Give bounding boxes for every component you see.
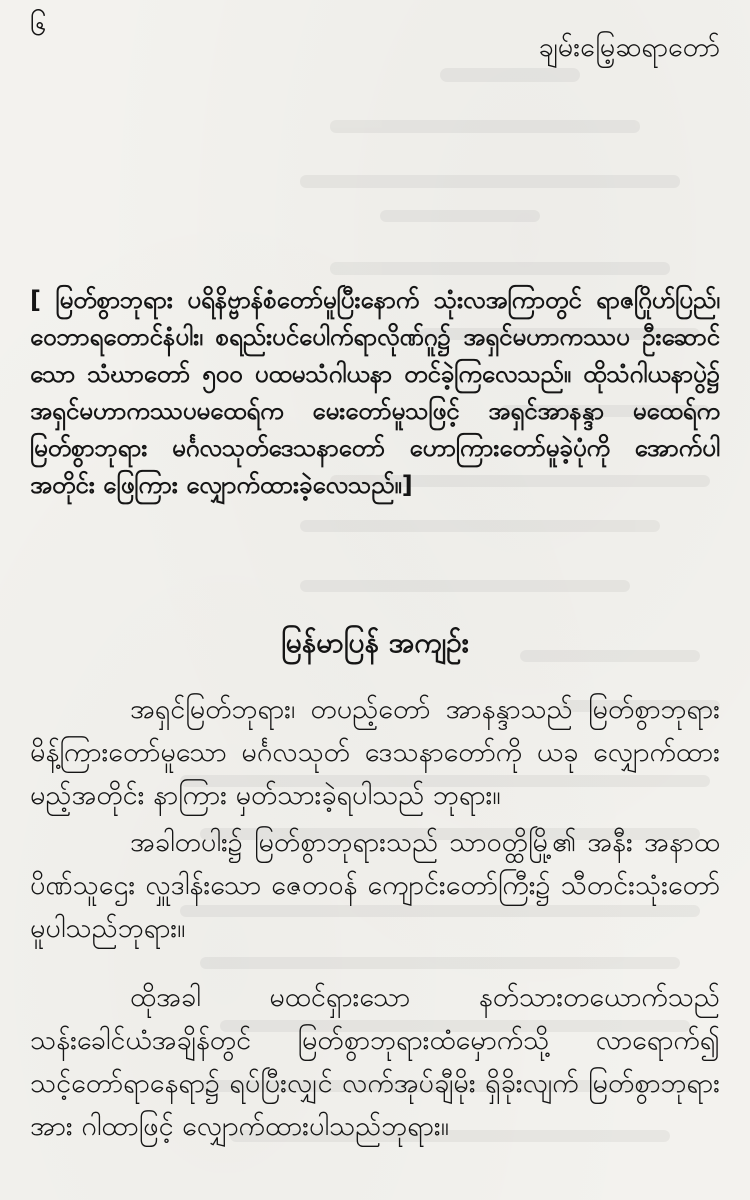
running-head: ချမ်းမြေ့ဆရာတော် (538, 32, 720, 63)
body-paragraph: ထိုအခါ မထင်ရှားသော နတ်သားတယောက်သည် သန်းခေါင်ယံအချိန်တွင် မြတ်စွာဘုရားထံမှောက်သို့ လာရောက်၍ သင့်တော်ရာနေရာ၌ ရပ်ပြီးလျှင် လက်အုပ်ချီမိုး ရှိခိုးလျက် မြတ်စွာဘုရားအား ဂါထာဖြင့် လျှောက်ထားပါသည်ဘုရား။ (30, 982, 720, 1142)
intro-note: [ မြတ်စွာဘုရား ပရိနိဗ္ဗာန်စံတော်မူပြီးနောက် သုံးလအကြာတွင် ရာဇဂြိုဟ်ပြည်၊ ဝေဘာရတောင်နံပါး၊ စရည်းပင်ပေါက်ရာလိုဏ်ဂူ၌ အရှင်မဟာကဿပ ဦးဆောင်သော သံဃာတော် ၅၀၀ ပထမသံဂါယနာ တင်ခဲ့ကြလေသည်။ ထိုသံဂါယနာပွဲ၌ အရှင်မဟာကဿပမထေရ်က မေးတော်မူသဖြင့် အရှင်အာနန္ဒာ မထေရ်က မြတ်စွာဘုရား မင်္ဂလသုတ်ဒေသနာတော် ဟောကြားတော်မူခဲ့ပုံကို အောက်ပါအတိုင်း ဖြေကြား လျှောက်ထားခဲ့လေသည်။] (30, 286, 720, 499)
page-number: ၆ (30, 8, 47, 43)
section-heading: မြန်မာပြန် အကျဉ်း (281, 626, 469, 659)
body-paragraph: အခါတပါး၌ မြတ်စွာဘုရားသည် သာဝတ္ထိမြို့၏ အနီး အနာထပိဏ်သူဌေး လှူဒါန်းသော ဇေတဝန် ကျောင်းတော်ကြီး၌ သီတင်းသုံးတော်မူပါသည်ဘုရား။ (30, 827, 720, 944)
body-paragraph: အရှင်မြတ်ဘုရား၊ တပည့်တော် အာနန္ဒာသည် မြတ်စွာဘုရား မိန့်ကြားတော်မူသော မင်္ဂလသုတ် ဒေသနာတော်ကို ယခု လျှောက်ထားမည့်အတိုင်း နာကြား မှတ်သားခဲ့ရပါသည် ဘုရား။ (30, 694, 720, 811)
